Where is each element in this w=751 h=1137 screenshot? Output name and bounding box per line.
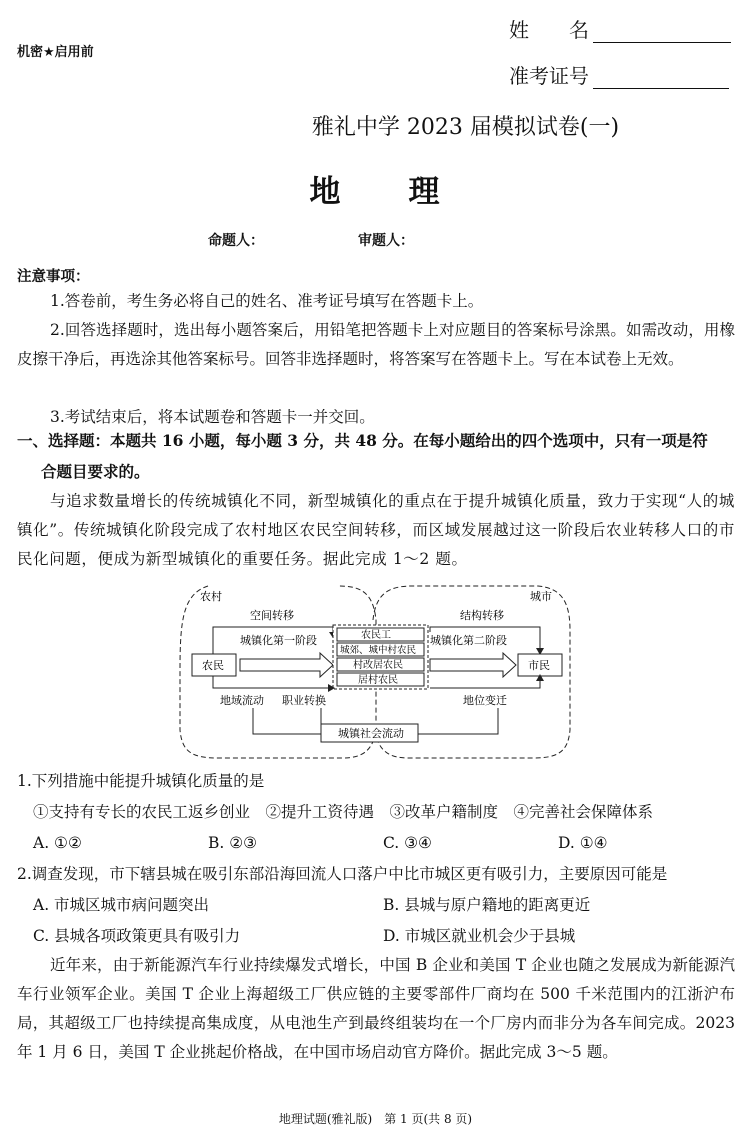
svg-text:市民: 市民	[528, 659, 550, 672]
rural-label: 农村	[200, 590, 222, 603]
q1-stem: 1.下列措施中能提升城镇化质量的是	[17, 772, 265, 790]
confidential-label: 机密★启用前	[17, 45, 94, 60]
q1-option-a[interactable]: A. ①②	[33, 834, 82, 852]
structural-transfer-label: 结构转移	[460, 609, 504, 622]
q1-option-d[interactable]: D. ①④	[558, 834, 608, 852]
q2-option-b[interactable]: B. 县城与原户籍地的距离更近	[383, 896, 591, 914]
page-footer: 地理试题(雅礼版) 第 1 页(共 8 页)	[278, 1112, 473, 1126]
notes-heading: 注意事项：	[17, 269, 90, 285]
svg-text:居村农民: 居村农民	[358, 675, 398, 686]
svg-text:农民: 农民	[202, 659, 224, 672]
q1-items: ①支持有专长的农民工返乡创业 ②提升工资待遇 ③改革户籍制度 ④完善社会保障体系	[33, 803, 654, 821]
stage2-arrow	[430, 653, 516, 677]
page-title: 雅礼中学 2023 届模拟试卷(一)	[311, 115, 620, 140]
section-heading-cont: 合题目要求的。	[41, 462, 150, 481]
svg-text:村改居农民: 村改居农民	[353, 660, 403, 671]
city-label: 城市	[530, 590, 552, 603]
svg-text:农民工: 农民工	[361, 630, 391, 641]
q2-option-a[interactable]: A. 市城区城市病问题突出	[33, 896, 210, 914]
note-1: 1.答卷前，考生务必将自己的姓名、准考证号填写在答题卡上。	[50, 292, 484, 310]
q1-option-c[interactable]: C. ③④	[383, 834, 432, 852]
occupation-change-label: 职业转换	[282, 694, 326, 707]
passage-2: 近年来，由于新能源汽车行业持续爆发式增长，中国 B 企业和美国 T 企业也随之发展成为新能源汽车行业领军企业。美国 T 企业上海超级工厂供应链的主要零部件厂商均在 500 千米范围内的江浙沪布局，其超级工厂也持续提高集成度，从电池生产到最终组装均在一个厂房内而非分为各车间完成。2023 年 1 月 6 日，美国 T 企业挑起价格战，在中国市场启动官方降价。据此完成 3～5 题。	[17, 956, 735, 1061]
name-field[interactable]	[509, 14, 731, 43]
stage1-arrow	[240, 653, 333, 677]
section-heading: 一、选择题：本题共 16 小题，每小题 3 分，共 48 分。在每小题给出的四个选项中，只有一项是符	[17, 431, 708, 450]
q1-option-b[interactable]: B. ②③	[208, 834, 258, 852]
svg-text:城镇社会流动: 城镇社会流动	[338, 727, 404, 740]
stage1-label: 城镇化第一阶段	[240, 634, 317, 647]
passage-1: 与追求数量增长的传统城镇化不同，新型城镇化的重点在于提升城镇化质量，致力于实现“人的城镇化”。传统城镇化阶段完成了农村地区农民空间转移，而区域发展越过这一阶段后农业转移人口的市民化问题，便成为新型城镇化的重要任务。据此完成 1～2 题。	[17, 492, 735, 568]
svg-text:城郊、城中村农民: 城郊、城中村农民	[340, 645, 417, 656]
exam-id-field[interactable]	[509, 60, 729, 89]
regional-flow-label: 地域流动	[220, 694, 264, 707]
exam-id-label: 准考证号	[509, 64, 589, 88]
subject-title: 地 理	[309, 174, 442, 210]
note-3: 3.考试结束后，将本试题卷和答题卡一并交回。	[50, 408, 375, 426]
name-label: 姓 名	[509, 18, 589, 42]
status-change-label: 地位变迁	[463, 694, 507, 707]
urbanization-diagram	[178, 580, 573, 762]
note-2: 2.回答选择题时，选出每小题答案后，用铅笔把答题卡上对应题目的答案标号涂黑。如需改动，用橡皮擦干净后，再选涂其他答案标号。回答非选择题时，将答案写在答题卡上。写在本试卷上无效。	[17, 321, 735, 368]
q2-option-d[interactable]: D. 市城区就业机会少于县城	[383, 927, 576, 945]
reviewer-label: 审题人：	[358, 233, 414, 249]
spatial-transfer-label: 空间转移	[250, 609, 294, 622]
q2-option-c[interactable]: C. 县城各项政策更具有吸引力	[33, 927, 241, 945]
setter-label: 命题人：	[208, 233, 264, 249]
stage2-label: 城镇化第二阶段	[430, 634, 507, 647]
q2-stem: 2.调查发现，市下辖县城在吸引东部沿海回流人口落户中比市城区更有吸引力，主要原因可能是	[17, 865, 668, 883]
